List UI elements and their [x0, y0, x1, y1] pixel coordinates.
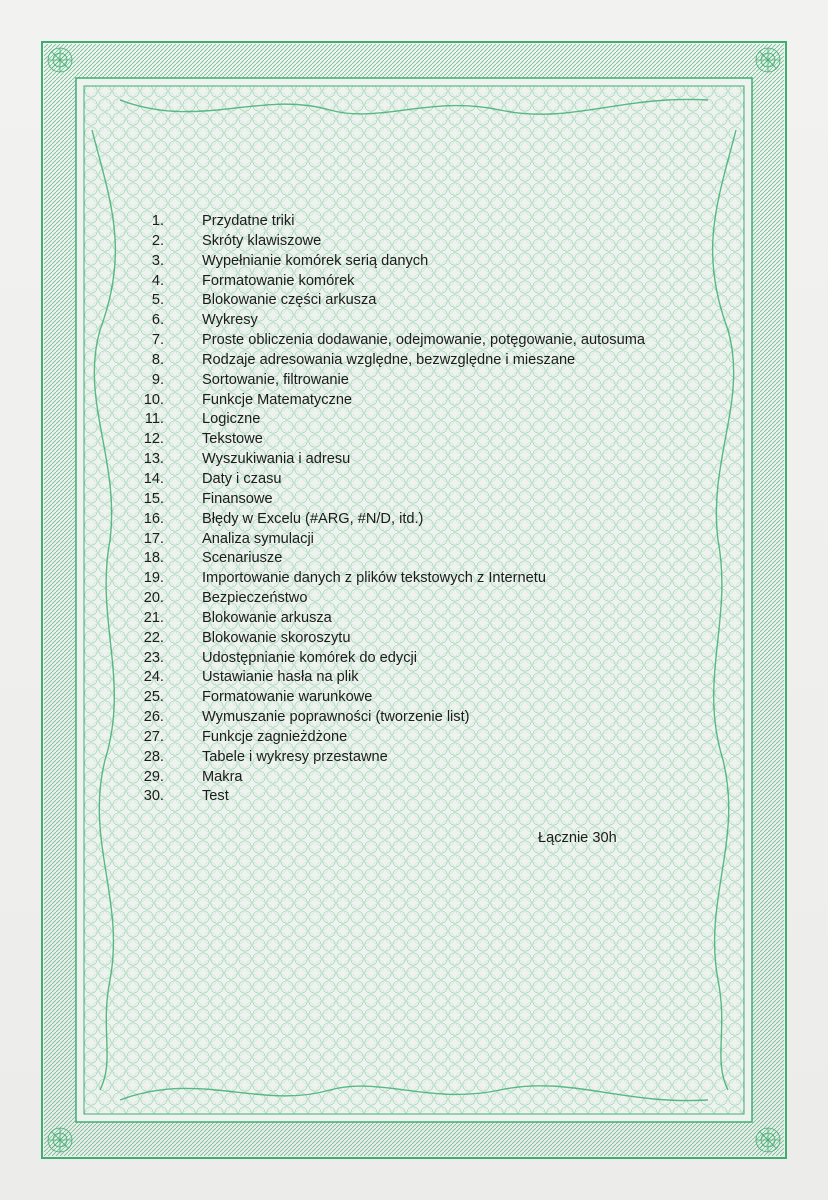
list-item: [118, 688, 718, 708]
list-item-number: 22.: [143, 629, 164, 646]
list-item: [118, 787, 718, 807]
rosette-icon: [756, 48, 780, 72]
list-item: [118, 272, 718, 292]
list-item-text: Funkcje Matematyczne: [202, 391, 353, 408]
list-item-number: 20.: [143, 590, 164, 607]
list-item-number: 2.: [151, 232, 164, 249]
list-item-number: 17.: [143, 530, 164, 547]
list-item-number: 16.: [143, 510, 164, 527]
list-item-number: 30.: [143, 788, 164, 805]
list-item-text: Daty i czasu: [202, 470, 282, 487]
list-item-text: Blokowanie części arkusza: [202, 292, 377, 309]
list-item-number: 12.: [143, 431, 164, 448]
list-item-number: 1.: [151, 213, 164, 229]
list-item-text: Scenariusze: [202, 550, 283, 567]
list-item: [118, 748, 718, 768]
list-item-text: Finansowe: [202, 490, 273, 507]
list-item-number: 3.: [151, 252, 164, 269]
list-item: [118, 530, 718, 550]
list-item-number: 7.: [151, 332, 164, 349]
list-item-text: Logiczne: [202, 411, 261, 428]
topic-list: [118, 212, 718, 807]
list-item-number: 19.: [143, 570, 164, 587]
list-item-text: Błędy w Excelu (#ARG, #N/D, itd.): [202, 510, 424, 527]
list-item: [118, 391, 718, 411]
list-item: [118, 232, 718, 252]
list-item-number: 23.: [143, 649, 164, 666]
list-item-text: Blokowanie arkusza: [202, 609, 332, 626]
list-item: [118, 609, 718, 629]
list-item-text: Ustawianie hasła na plik: [202, 669, 359, 686]
list-item-number: 15.: [143, 490, 164, 507]
list-item-text: Przydatne triki: [202, 213, 295, 229]
list-item-number: 26.: [143, 709, 164, 726]
list-item-number: 28.: [143, 748, 164, 765]
list-item: [118, 768, 718, 788]
list-item: [118, 490, 718, 510]
list-item-number: 9.: [151, 371, 164, 388]
list-item-text: Makra: [202, 768, 243, 785]
list-item: [118, 569, 718, 589]
list-item-number: 24.: [143, 669, 164, 686]
list-item-text: Formatowanie warunkowe: [202, 689, 373, 706]
list-item-number: 6.: [151, 312, 164, 329]
list-item-text: Blokowanie skoroszytu: [202, 629, 351, 646]
list-item-number: 4.: [151, 272, 164, 289]
list-item: [118, 728, 718, 748]
list-item: [118, 450, 718, 470]
list-item-text: Udostępnianie komórek do edycji: [202, 649, 417, 666]
list-item: [118, 510, 718, 530]
list-item: [118, 589, 718, 609]
list-item-text: Wymuszanie poprawności (tworzenie list): [202, 709, 470, 726]
list-item-text: Analiza symulacji: [202, 530, 314, 547]
total-hours: Łącznie 30h: [538, 830, 617, 846]
list-item: [118, 252, 718, 272]
list-item-text: Sortowanie, filtrowanie: [202, 371, 349, 388]
list-item-number: 29.: [143, 768, 164, 785]
rosette-icon: [756, 1128, 780, 1152]
list-item-number: 8.: [151, 351, 164, 368]
list-item-text: Wykresy: [202, 312, 258, 329]
list-item-number: 10.: [143, 391, 164, 408]
list-item-number: 25.: [143, 689, 164, 706]
list-item-text: Skróty klawiszowe: [202, 232, 322, 249]
rosette-icon: [48, 48, 72, 72]
list-item-text: Wypełnianie komórek serią danych: [202, 252, 429, 269]
list-item-text: Test: [202, 788, 229, 805]
list-item-text: Rodzaje adresowania względne, bezwzględne i mieszane: [202, 351, 576, 368]
list-item: [118, 410, 718, 430]
list-item: [118, 291, 718, 311]
list-item: [118, 549, 718, 569]
list-item-text: Funkcje zagnieżdżone: [202, 728, 348, 745]
list-item: [118, 331, 718, 351]
list-item: [118, 371, 718, 391]
list-item: [118, 470, 718, 490]
list-item-text: Importowanie danych z plików tekstowych z Internetu: [202, 570, 546, 587]
list-item-number: 21.: [143, 609, 164, 626]
list-item-number: 27.: [143, 728, 164, 745]
list-item-text: Formatowanie komórek: [202, 272, 355, 289]
list-item-number: 13.: [143, 451, 164, 468]
list-item: [118, 351, 718, 371]
list-item: [118, 311, 718, 331]
list-item-text: Bezpieczeństwo: [202, 590, 308, 607]
list-item: [118, 668, 718, 688]
list-item-text: Tekstowe: [202, 431, 263, 448]
list-item: [118, 212, 718, 232]
list-item-number: 11.: [144, 411, 164, 428]
list-item: [118, 430, 718, 450]
list-item: [118, 629, 718, 649]
list-item-number: 18.: [143, 550, 164, 567]
rosette-icon: [48, 1128, 72, 1152]
list-item: [118, 708, 718, 728]
list-item-text: Tabele i wykresy przestawne: [202, 748, 388, 765]
list-item-text: Proste obliczenia dodawanie, odejmowanie, potęgowanie, autosuma: [202, 332, 645, 349]
list-item: [118, 649, 718, 669]
list-item-text: Wyszukiwania i adresu: [202, 451, 351, 468]
list-item-number: 5.: [151, 292, 164, 309]
list-item-number: 14.: [143, 470, 164, 487]
